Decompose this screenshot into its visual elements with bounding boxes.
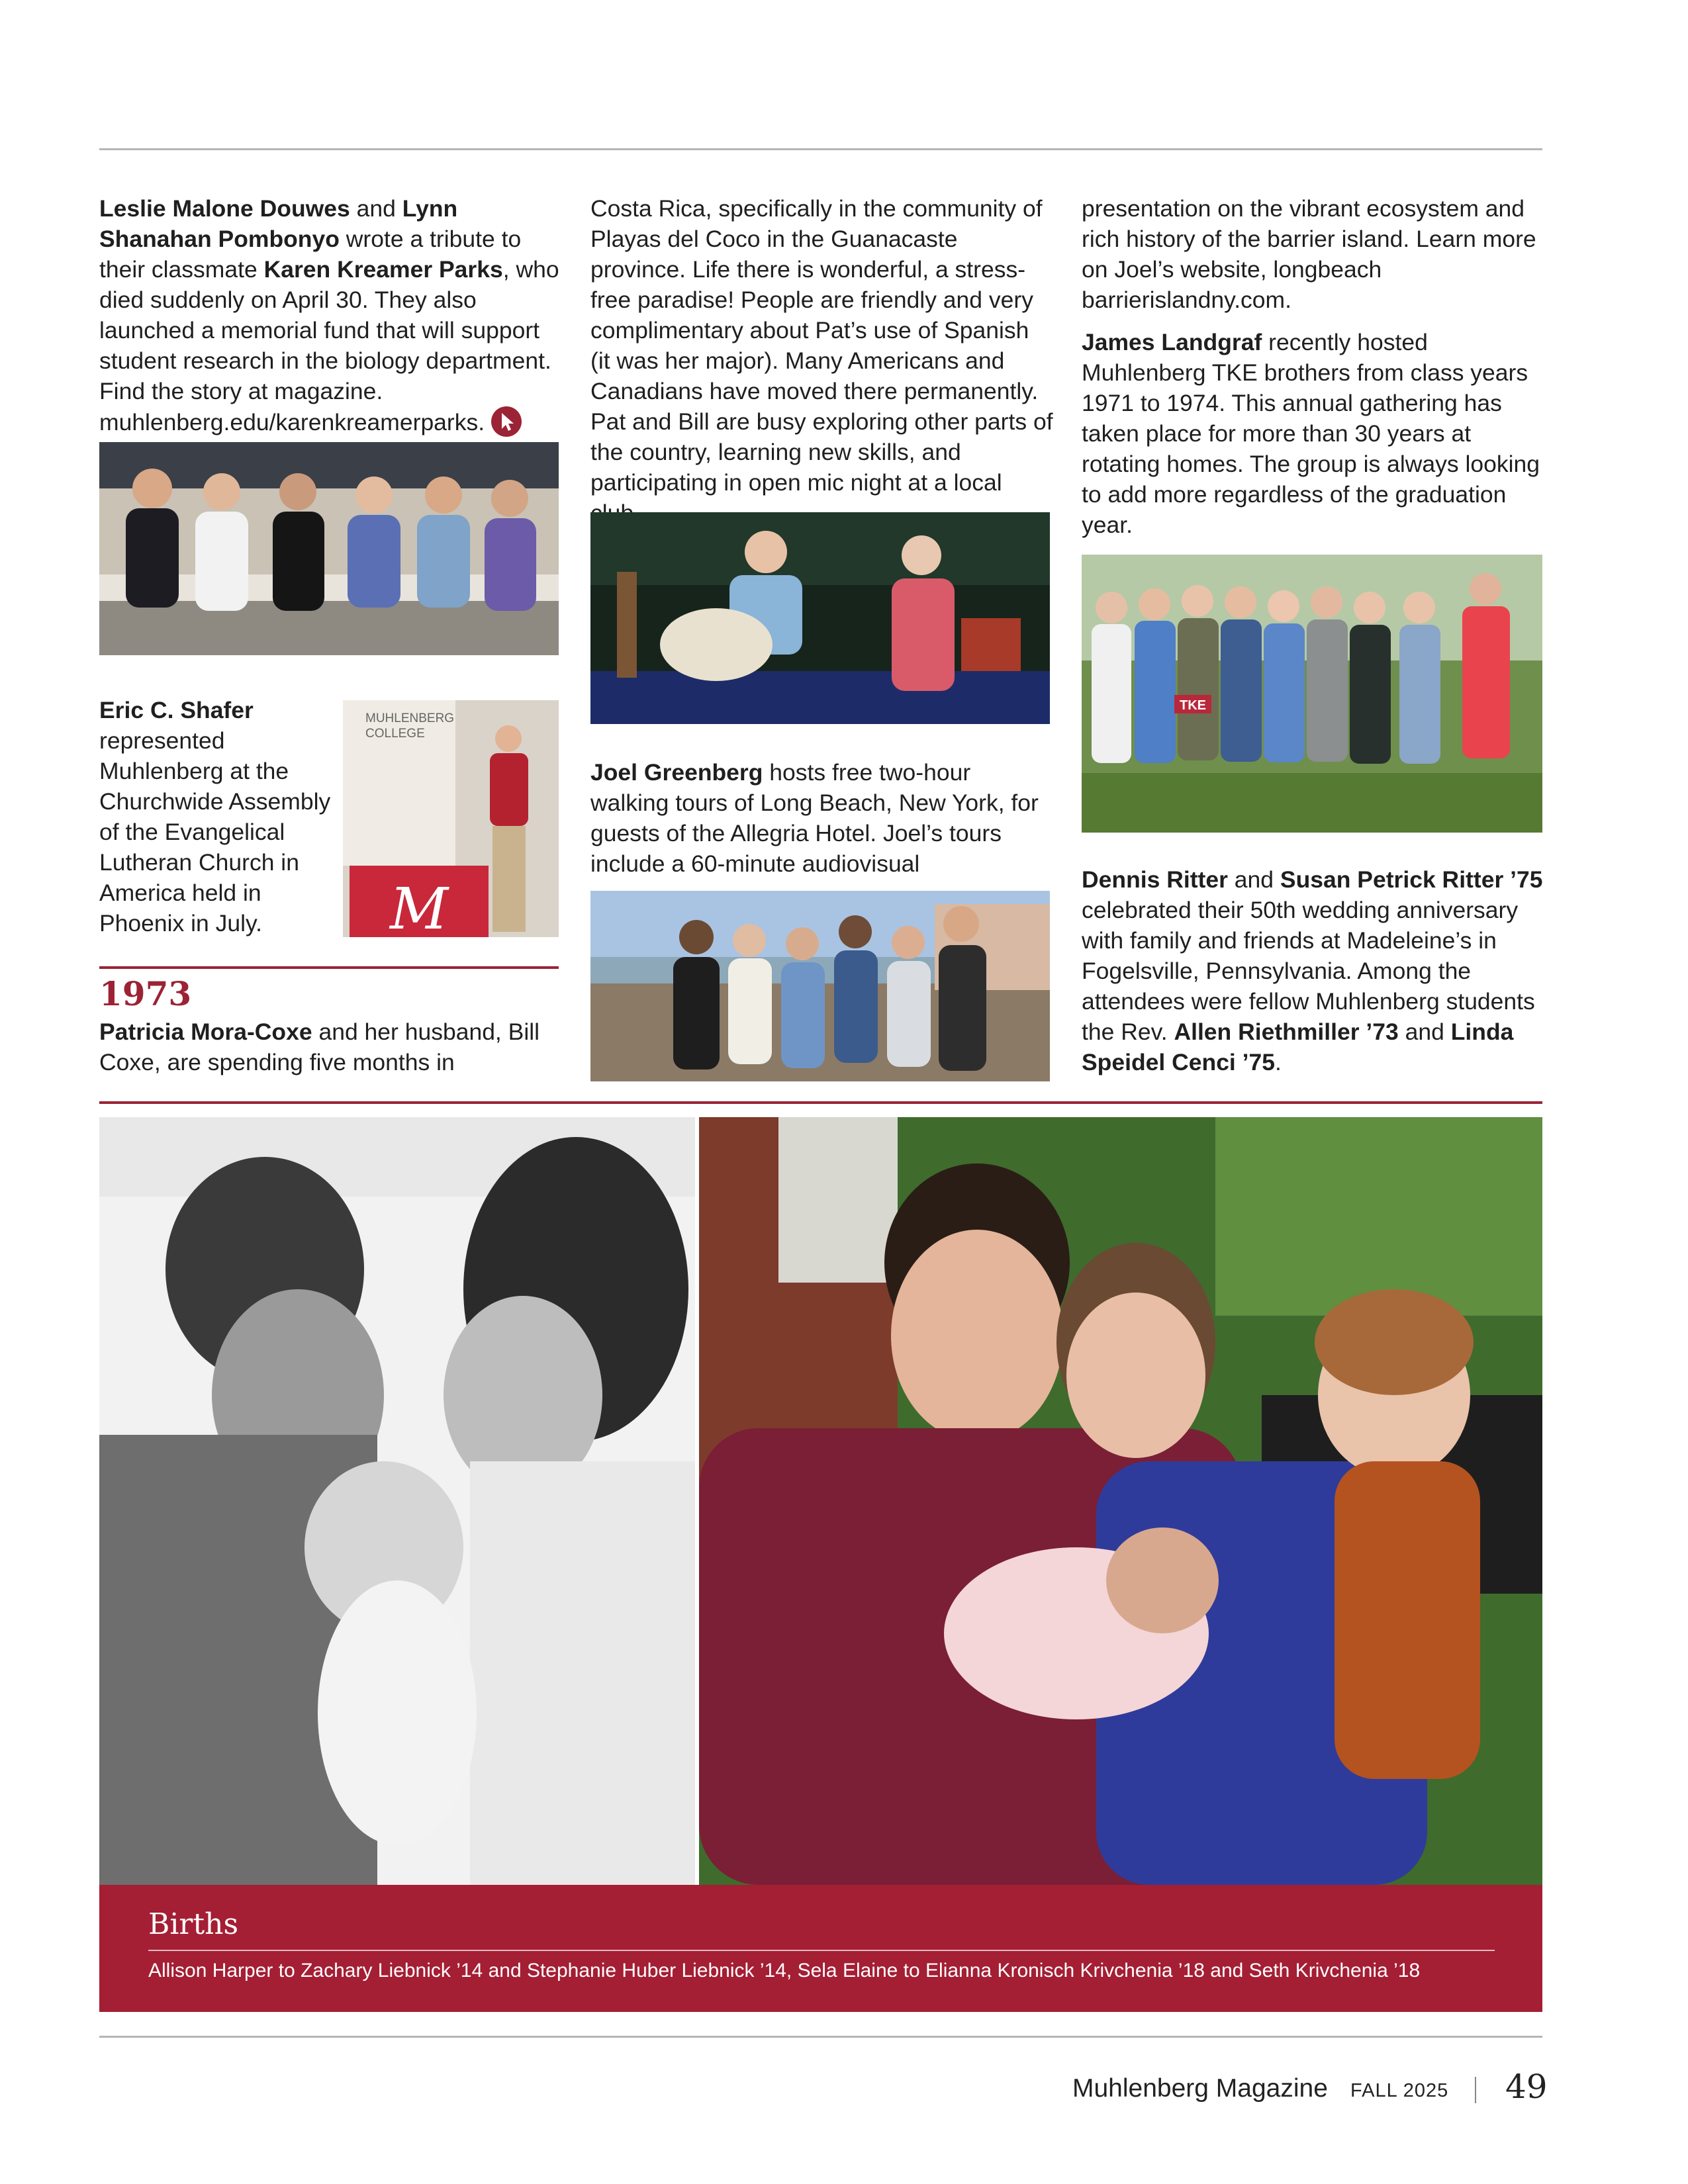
- footer-separator: [1475, 2077, 1476, 2103]
- ritter-note: Dennis Ritter and Susan Petrick Ritter ’75 celebrated their 50th wedding anniversary with family and friends at Madeleine’s in Fogelsville, Pennsylvania. Among the attendees were fellow Muhlenberg students the Rev. Allen Riethmiller ’73 and Linda Speidel Cenci ’75.: [1082, 866, 1543, 1075]
- krivchenia-family-photo: [699, 1117, 1542, 1885]
- banner-letter: M: [389, 876, 449, 937]
- page-number: 49: [1505, 2068, 1548, 2106]
- column-3-text: [1082, 193, 1545, 552]
- douwes-pombonyo-note: Leslie Malone Douwes and Lynn Shanahan Pombonyo wrote a tribute to their classmate Karen Kreamer Parks, who died suddenly on April 30. They also launched a memorial fund that will support student research in the biology department. Find the story at magazine. muhlenberg.edu/karenkreamerparks.: [99, 195, 559, 435]
- footer-issue: FALL 2025: [1350, 2080, 1449, 2101]
- column-2-text: [590, 193, 1054, 540]
- person-name: Joel Greenberg: [590, 759, 763, 786]
- births-divider: [148, 1950, 1495, 1951]
- person-name: James Landgraf: [1082, 329, 1262, 355]
- banner-text: MUHLENBERG COLLEGE: [365, 711, 455, 741]
- year-rule: [99, 966, 559, 969]
- person-name: Lynn Shanahan Pombonyo: [99, 195, 458, 252]
- tke-brothers-photo: [1082, 555, 1542, 833]
- person-name: Dennis Ritter: [1082, 866, 1228, 893]
- births-section-rule: [99, 1101, 1542, 1104]
- walking-tour-photo: [590, 891, 1050, 1081]
- classmates-bench-photo: [99, 442, 559, 655]
- greenberg-note: Joel Greenberg hosts free two-hour walking tours of Long Beach, New York, for guests of the Allegria Hotel. Joel’s tours include a 60-minute audiovisual: [590, 759, 1039, 877]
- births-bar: [99, 1885, 1542, 2012]
- open-mic-photo: [590, 512, 1050, 724]
- person-name: Linda Speidel Cenci ’75: [1082, 1019, 1514, 1075]
- landgraf-note: James Landgraf recently hosted Muhlenberg TKE brothers from class years 1971 to 1974. This annual gathering has taken place for more than 30 years at rotating homes. The group is always looking to add more regardless of the graduation year.: [1082, 329, 1540, 538]
- barrier-island-note: presentation on the vibrant ecosystem and rich history of the barrier island. Learn more on Joel’s website, longbeach barrierislandny.com.: [1082, 195, 1536, 313]
- costa-rica-note: Costa Rica, specifically in the community of Playas del Coco in the Guanacaste province. Life there is wonderful, a stress-free paradise! People are friendly and very complimentary about Pat’s use of Spanish (it was her major). Many Americans and Canadians have moved there permanently. Pat and Bill are busy exploring other parts of the country, learning new skills, and participating in open mic night at a local: [590, 195, 1053, 496]
- person-name: Susan Petrick Ritter ’75: [1280, 866, 1543, 893]
- births-title: Births: [148, 1907, 239, 1941]
- person-name: Allen Riethmiller ’73: [1174, 1019, 1399, 1045]
- top-rule: [99, 148, 1542, 150]
- shafer-note: Eric C. Shafer represented Muhlenberg at the Churchwide Assembly of the Evangelical Lutheran Church in America held in Phoenix in July.: [99, 697, 331, 936]
- person-name: Leslie Malone Douwes: [99, 195, 350, 222]
- person-name: Patricia Mora-Coxe: [99, 1019, 312, 1045]
- bottom-rule: [99, 2036, 1542, 2038]
- column-1-text: [99, 193, 563, 449]
- cursor-icon[interactable]: [491, 406, 522, 437]
- year-heading: 1973: [99, 974, 192, 1013]
- footer-publication: Muhlenberg Magazine: [1072, 2074, 1328, 2103]
- liebnick-family-photo: [99, 1117, 695, 1885]
- mora-coxe-note: Patricia Mora-Coxe and her husband, Bill Coxe, are spending five months in: [99, 1019, 539, 1075]
- shafer-photo: [343, 700, 559, 937]
- person-name: Eric C. Shafer: [99, 697, 254, 723]
- tke-sign: TKE: [1180, 698, 1206, 713]
- person-name: Karen Kreamer Parks: [263, 256, 503, 283]
- column-3-text-lower: [1082, 864, 1545, 1089]
- births-text: Allison Harper to Zachary Liebnick ’14 and Stephanie Huber Liebnick ’14, Sela Elaine to Elianna Kronisch Krivchenia ’18 and Seth Krivchenia ’18: [148, 1960, 1421, 1981]
